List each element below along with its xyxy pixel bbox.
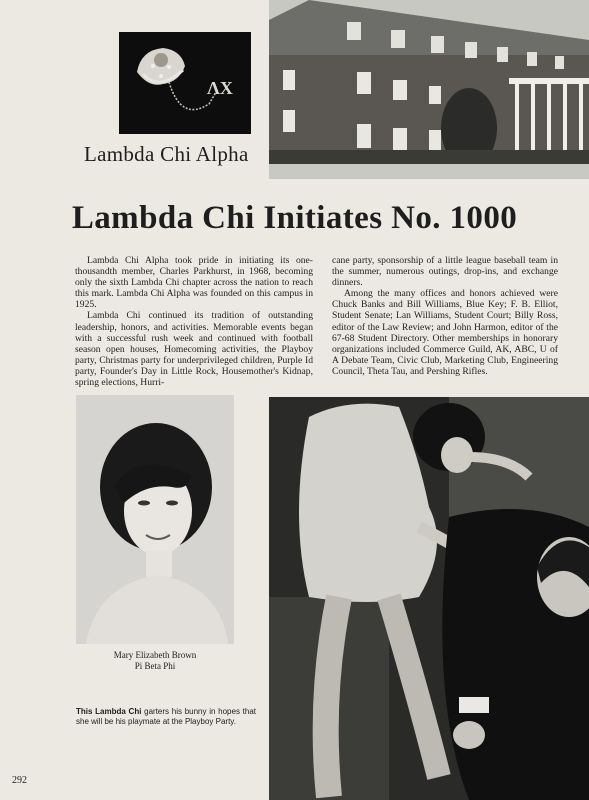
photo-caption — [76, 707, 256, 727]
page-headline: Lambda Chi Initiates No. 1000 — [71, 200, 518, 236]
portrait-photo — [76, 395, 234, 644]
photo-caption-lead: This Lambda Chi — [76, 707, 142, 716]
article-paragraph: Lambda Chi Alpha took pride in initiating its one-thousandth member, Charles Parkhurst, in 1968, becoming only the sixth Lambda Chi chapter across the nation to reach this mark. Lambda Chi Alpha was founded on this campus in 1925. — [75, 255, 313, 311]
article-paragraph: Among the many offices and honors achieved were Chuck Banks and Bill Williams, Blue Key; F. B. Elliot, Student Senate; Lan Williams, Student Court; Billy Ross, editor of the Law Review; and John Harmon, editor of the 67-68 Student Directory. Other memberships in honorary organizations included Commerce Guild, AK, ABC, U of A Debate Team, Civic Club, Marketing Club, Engineering Council, Theta Tau, and Pershing Rifles. — [332, 288, 558, 377]
portrait-caption — [76, 650, 234, 671]
article-left-column — [75, 255, 313, 388]
article-right-column — [332, 255, 558, 377]
party-photo — [269, 397, 589, 800]
crest-photo — [119, 32, 251, 134]
house-image — [269, 0, 589, 179]
page-number: 292 — [12, 775, 27, 786]
fraternity-pin-image — [119, 32, 251, 134]
portrait-title: Pi Beta Phi — [134, 660, 176, 671]
party-image — [269, 397, 589, 800]
chapter-house-photo — [269, 0, 589, 179]
portrait-image — [76, 395, 234, 644]
portrait-name: Mary Elizabeth Brown — [113, 650, 197, 660]
photo-caption-text: garters his bunny in hopes that she will be his playmate at the Playboy Party. — [76, 707, 257, 726]
crest-letters: ΛΧ — [207, 78, 233, 98]
chapter-name: Lambda Chi Alpha — [84, 142, 249, 166]
article-paragraph: cane party, sponsorship of a little league baseball team in the summer, numerous outings, drop-ins, and exchange dinners. — [332, 255, 558, 289]
article-paragraph: Lambda Chi continued its tradition of outstanding leadership, honors, and activities. Memorable events began with a successful rush week and continued with football season open houses, Homecoming activities, the Playboy party, Christmas party for underprivileged children, Purple Id party, Founder's Day in Little Rock, Housemother's Kidnap, spring elections, Hurri- — [75, 310, 313, 389]
